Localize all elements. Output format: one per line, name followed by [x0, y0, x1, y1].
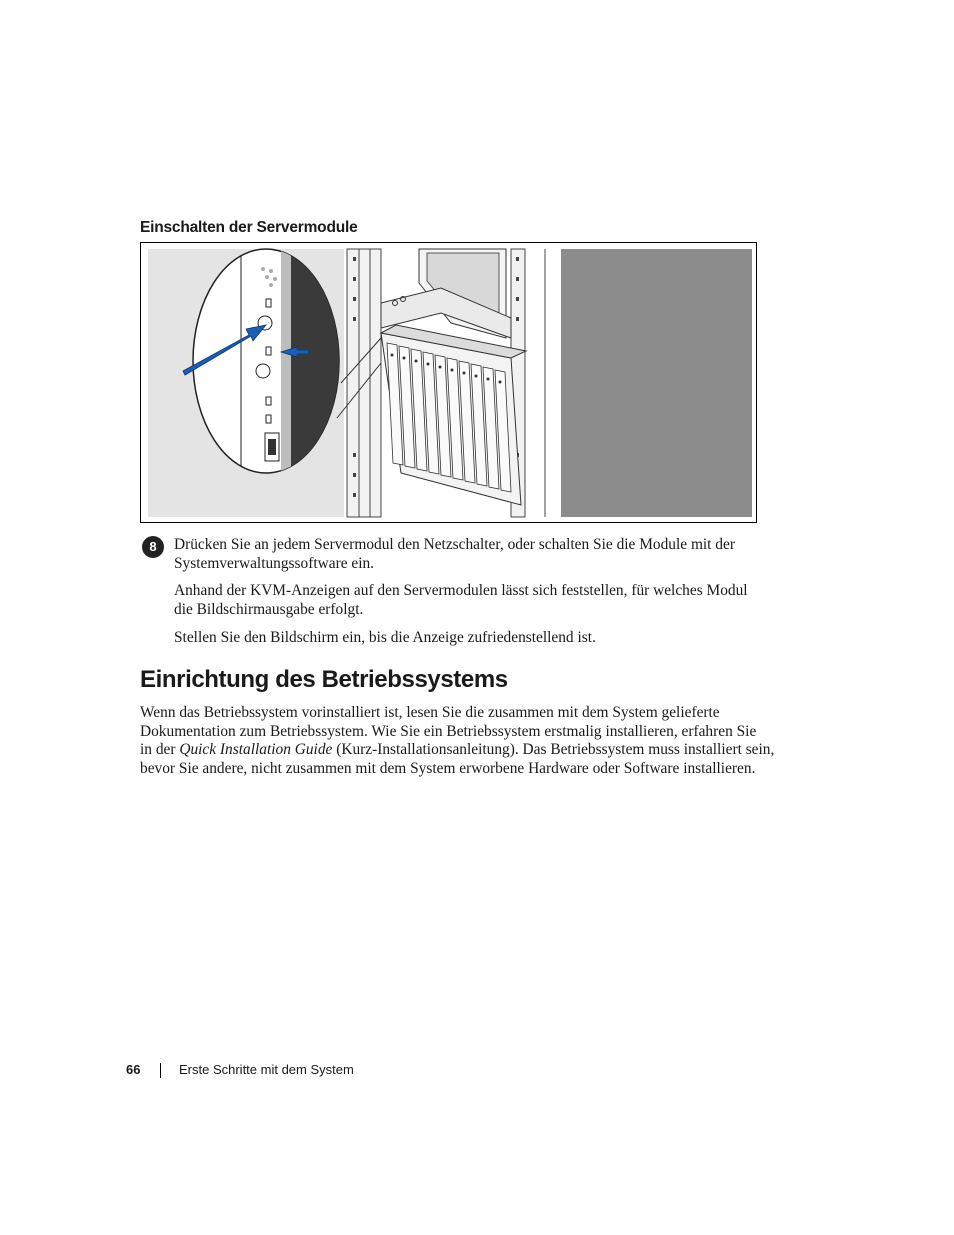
- body-line: Dokumentation zum Betriebssystem. Wie Sie ein Betriebssystem erstmalig installieren, erfahren Sie: [140, 722, 757, 740]
- step-line: Drücken Sie an jedem Servermodul den Netzschalter, oder schalten Sie die Module mit der: [174, 536, 735, 553]
- gray-panel: [561, 249, 752, 517]
- step-note-kvm: [174, 582, 764, 619]
- section-body: [140, 704, 810, 778]
- step-instruction: [174, 536, 764, 573]
- guide-title: Quick Installation Guide: [179, 741, 333, 758]
- body-line-suffix: (Kurz-Installationsanleitung). Das Betriebssystem muss installiert sein,: [332, 741, 775, 758]
- figure-caption: Einschalten der Servermodule: [140, 219, 358, 236]
- body-line: bevor Sie andere, nicht zusammen mit dem System erworbene Hardware oder Software installieren.: [140, 759, 756, 777]
- step-line: Systemverwaltungssoftware ein.: [174, 554, 375, 572]
- section-title: Einrichtung des Betriebssystems: [140, 666, 508, 693]
- body-line: Wenn das Betriebssystem vorinstalliert ist, lesen Sie die zusammen mit dem System gelieferte: [140, 704, 720, 721]
- figure-illustration: [140, 242, 757, 523]
- footer-divider: [160, 1063, 161, 1078]
- step-number-badge: 8: [142, 536, 164, 558]
- page-number: 66: [126, 1062, 141, 1077]
- chapter-title: Erste Schritte mit dem System: [179, 1062, 354, 1077]
- step-note-monitor: Stellen Sie den Bildschirm ein, bis die Anzeige zufriedenstellend ist.: [174, 629, 596, 646]
- step-line: die Bildschirmausgabe erfolgt.: [174, 600, 364, 618]
- step-line: Anhand der KVM-Anzeigen auf den Servermodulen lässt sich feststellen, für welches Modul: [174, 582, 748, 599]
- body-line-prefix: in der: [140, 741, 180, 758]
